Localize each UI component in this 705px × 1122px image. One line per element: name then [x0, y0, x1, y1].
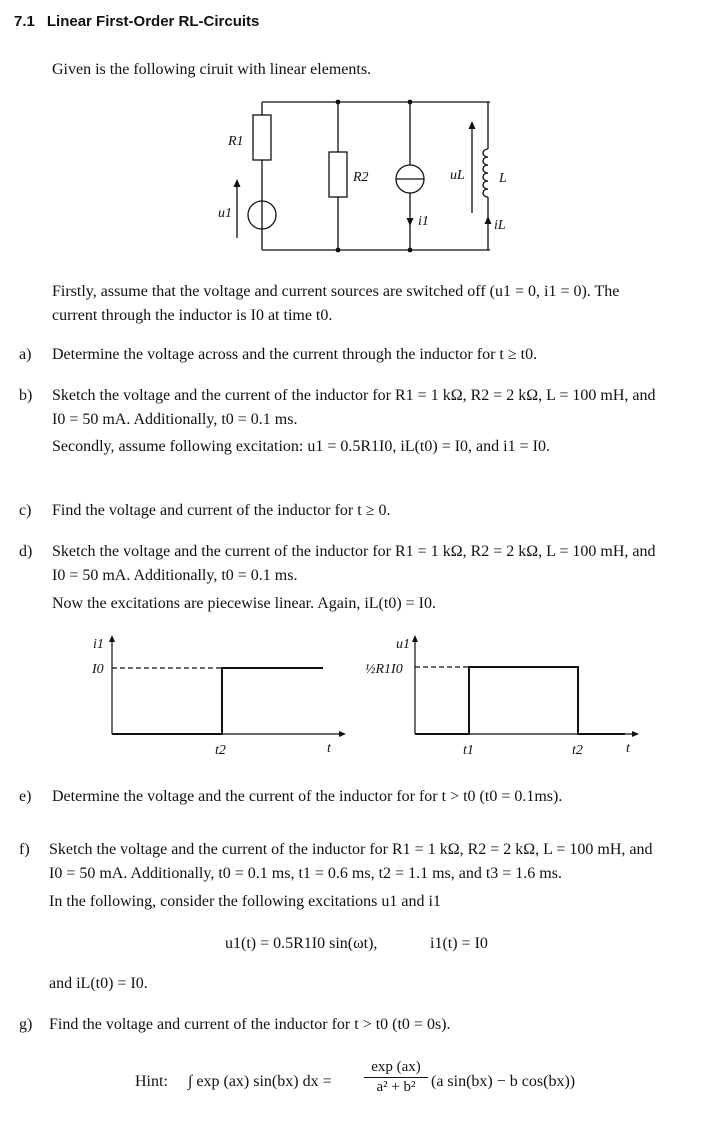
part1-line1: Firstly, assume that the voltage and current sources are switched off (u1 = 0, i1 = 0). The — [52, 283, 620, 300]
question-f-text — [49, 838, 652, 886]
graph-u1 — [355, 630, 645, 760]
hint-label: Hint: — [135, 1073, 168, 1090]
graph-u1-y-label: u1 — [396, 637, 410, 652]
part4-paragraph: In the following, consider the following excitations u1 and i1 — [49, 893, 441, 910]
question-d-text — [52, 540, 655, 588]
label-uL: uL — [450, 168, 465, 183]
question-c-text: Find the voltage and current of the inductor for t ≥ 0. — [52, 502, 391, 519]
graph-i1-y-arrowhead — [109, 635, 115, 642]
graph-u1-y-arrowhead — [412, 635, 418, 642]
question-f-line2: I0 = 50 mA. Additionally, t0 = 0.1 ms, t1 = 0.6 ms, t2 = 1.1 ms, and t3 = 1.6 ms. — [49, 865, 562, 882]
graph-i1-waveform — [112, 668, 323, 734]
label-L: L — [499, 171, 507, 186]
question-b-line1: Sketch the voltage and the current of the inductor for R1 = 1 kΩ, R2 = 2 kΩ, L = 100 mH, and — [52, 387, 656, 404]
graph-i1-t-label: t — [327, 741, 331, 756]
part3-paragraph: Now the excitations are piecewise linear. Again, iL(t0) = I0. — [52, 595, 437, 612]
hint-fraction — [364, 1058, 428, 1097]
part2-paragraph: Secondly, assume following excitation: u1 = 0.5R1I0, iL(t0) = I0, and i1 = I0. — [52, 438, 550, 455]
label-u1: u1 — [218, 206, 232, 221]
node-dot — [408, 100, 413, 105]
circuit-diagram — [200, 95, 530, 255]
hint-denominator: a² + b² — [376, 1079, 416, 1095]
question-a-text: Determine the voltage across and the current through the inductor for t ≥ t0. — [52, 346, 538, 363]
hint-factor: (a sin(bx) − b cos(bx)) — [431, 1073, 576, 1090]
resistor-r1 — [253, 115, 271, 160]
question-b-label: b) — [19, 387, 33, 404]
i1-arrowhead — [407, 218, 414, 226]
label-r1: R1 — [228, 134, 244, 149]
node-dot — [336, 100, 341, 105]
question-d-line1: Sketch the voltage and the current of the inductor for R1 = 1 kΩ, R2 = 2 kΩ, L = 100 mH, and — [52, 543, 656, 560]
label-iL: iL — [494, 218, 506, 233]
graph-i1-y-label: i1 — [93, 637, 104, 652]
question-d-label: d) — [19, 543, 33, 560]
graph-u1-t-label: t — [626, 741, 630, 756]
question-b-line2: I0 = 50 mA. Additionally, t0 = 0.1 ms. — [52, 411, 298, 428]
inductor-l — [483, 149, 488, 197]
resistor-r2 — [329, 152, 347, 197]
hint-integral: ∫ exp (ax) sin(bx) dx = — [188, 1073, 332, 1090]
uL-arrowhead — [469, 121, 476, 129]
equation-i1: i1(t) = I0 — [430, 935, 488, 952]
node-dot — [408, 248, 413, 253]
graph-u1-t1-label: t1 — [463, 743, 474, 758]
label-r2: R2 — [353, 170, 369, 185]
graph-i1 — [80, 630, 350, 760]
question-e-text: Determine the voltage and the current of the inductor for for t > t0 (t0 = 0.1ms). — [52, 788, 563, 805]
question-c-label: c) — [19, 502, 32, 519]
section-title — [14, 13, 259, 30]
question-g-label: g) — [19, 1016, 33, 1033]
hint-numerator: exp (ax) — [364, 1058, 428, 1078]
graph-u1-t2-label: t2 — [572, 743, 583, 758]
iL-arrowhead — [485, 216, 492, 224]
part4b-paragraph: and iL(t0) = I0. — [49, 975, 148, 992]
section-number: 7.1 — [14, 13, 35, 30]
part1-paragraph — [52, 280, 619, 328]
section-title-text: Linear First-Order RL-Circuits — [46, 13, 260, 30]
graph-u1-x-arrowhead — [632, 731, 639, 737]
question-b-text — [52, 384, 655, 432]
question-a-label: a) — [19, 346, 32, 363]
question-f-label: f) — [19, 841, 30, 858]
question-f-line1: Sketch the voltage and the current of the inductor for R1 = 1 kΩ, R2 = 2 kΩ, L = 100 mH, and — [49, 841, 653, 858]
graph-i1-t2-label: t2 — [215, 743, 226, 758]
graph-u1-level-label: ½R1I0 — [365, 662, 403, 677]
equation-u1: u1(t) = 0.5R1I0 sin(ωt), — [225, 935, 378, 952]
intro-text: Given is the following ciruit with linear elements. — [52, 61, 372, 78]
graph-u1-waveform — [415, 667, 625, 734]
label-i1: i1 — [418, 214, 429, 229]
question-d-line2: I0 = 50 mA. Additionally, t0 = 0.1 ms. — [52, 567, 298, 584]
question-g-text: Find the voltage and current of the inductor for t > t0 (t0 = 0s). — [49, 1016, 451, 1033]
question-e-label: e) — [19, 788, 32, 805]
graph-i1-x-arrowhead — [339, 731, 346, 737]
graph-i1-level-label: I0 — [92, 662, 104, 677]
part1-line2: current through the inductor is I0 at time t0. — [52, 307, 333, 324]
node-dot — [336, 248, 341, 253]
u1-arrowhead — [234, 179, 241, 187]
